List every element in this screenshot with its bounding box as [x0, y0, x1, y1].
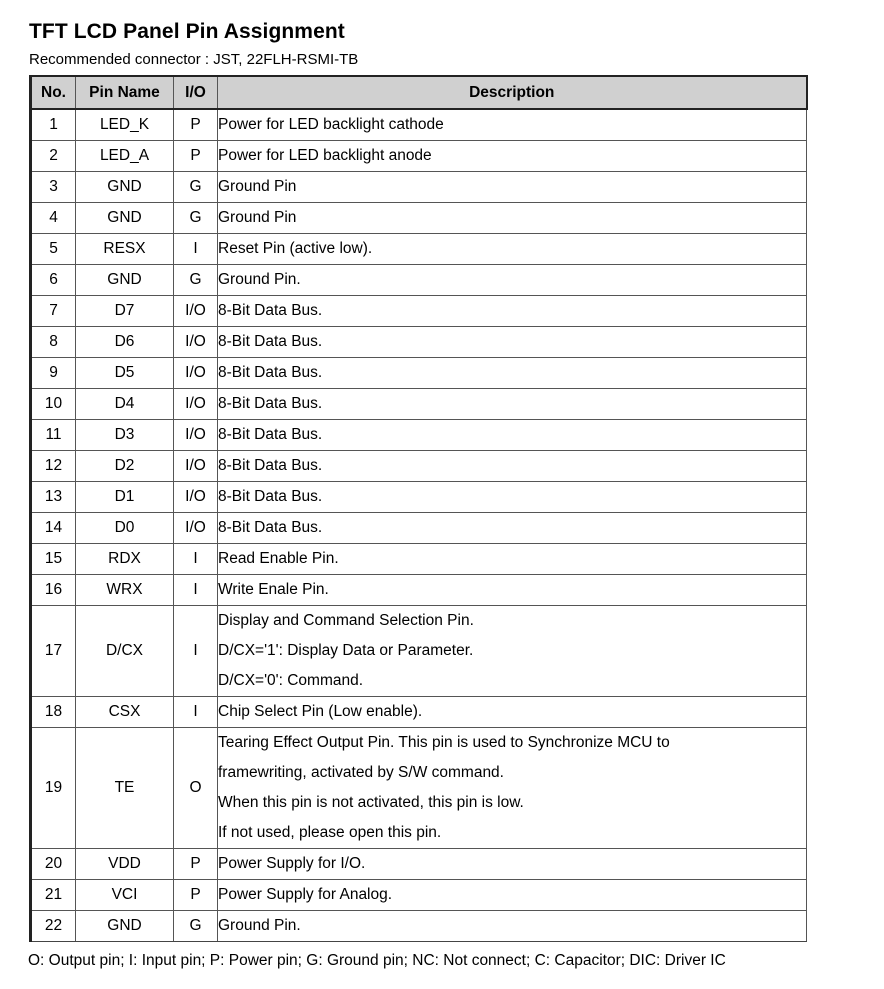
- description-line: Ground Pin.: [218, 917, 301, 934]
- pin-number-cell: 17: [31, 606, 76, 697]
- pin-assignment-table: [29, 75, 808, 942]
- table-row: [31, 172, 807, 203]
- pin-io-cell: I: [174, 544, 218, 575]
- column-header-pin-name: Pin Name: [76, 76, 174, 109]
- pin-number-cell: 16: [31, 575, 76, 606]
- pin-io-cell: I/O: [174, 358, 218, 389]
- description-line: 8-Bit Data Bus.: [218, 519, 323, 536]
- description-line: Power Supply for Analog.: [218, 886, 393, 903]
- pin-description-cell: [218, 420, 807, 451]
- pin-io-cell: I: [174, 575, 218, 606]
- pin-number-cell: 22: [31, 911, 76, 942]
- pin-number-cell: 11: [31, 420, 76, 451]
- pin-io-cell: P: [174, 849, 218, 880]
- pin-io-cell: I/O: [174, 296, 218, 327]
- pin-io-cell: I/O: [174, 482, 218, 513]
- table-row: [31, 513, 807, 544]
- pin-number-cell: 15: [31, 544, 76, 575]
- column-header-description: Description: [218, 76, 807, 109]
- description-line: Power for LED backlight cathode: [218, 116, 444, 133]
- pin-description-cell: [218, 203, 807, 234]
- pin-io-cell: I/O: [174, 420, 218, 451]
- pin-description-cell: [218, 606, 807, 697]
- description-line: Read Enable Pin.: [218, 550, 339, 567]
- pin-io-cell: G: [174, 172, 218, 203]
- table-row: [31, 911, 807, 942]
- pin-io-cell: I/O: [174, 327, 218, 358]
- pin-io-cell: I/O: [174, 451, 218, 482]
- pin-number-cell: 8: [31, 327, 76, 358]
- table-header: [31, 76, 807, 109]
- pin-io-cell: I/O: [174, 513, 218, 544]
- pin-name-cell: D/CX: [76, 606, 174, 697]
- pin-name-cell: VCI: [76, 880, 174, 911]
- pin-io-cell: I: [174, 697, 218, 728]
- pin-name-cell: D6: [76, 327, 174, 358]
- pin-description-cell: [218, 575, 807, 606]
- pin-number-cell: 4: [31, 203, 76, 234]
- description-line: Chip Select Pin (Low enable).: [218, 703, 423, 720]
- pin-io-cell: P: [174, 880, 218, 911]
- table-row: [31, 728, 807, 849]
- description-line: Ground Pin: [218, 209, 297, 226]
- table-row: [31, 451, 807, 482]
- pin-description-cell: [218, 880, 807, 911]
- pin-number-cell: 5: [31, 234, 76, 265]
- legend-footnote: O: Output pin; I: Input pin; P: Power pin; G: Ground pin; NC: Not connect; C: Capacitor; DIC: Driver IC: [28, 952, 726, 969]
- pin-description-cell: [218, 296, 807, 327]
- description-line: 8-Bit Data Bus.: [218, 333, 323, 350]
- description-line: 8-Bit Data Bus.: [218, 302, 323, 319]
- table-row: [31, 296, 807, 327]
- pin-io-cell: G: [174, 265, 218, 296]
- pin-name-cell: GND: [76, 172, 174, 203]
- pin-number-cell: 19: [31, 728, 76, 849]
- pin-description-cell: [218, 451, 807, 482]
- page-title: TFT LCD Panel Pin Assignment: [29, 20, 345, 43]
- pin-number-cell: 10: [31, 389, 76, 420]
- pin-name-cell: CSX: [76, 697, 174, 728]
- pin-number-cell: 3: [31, 172, 76, 203]
- pin-description-cell: [218, 358, 807, 389]
- pin-description-cell: [218, 327, 807, 358]
- pin-io-cell: G: [174, 203, 218, 234]
- pin-number-cell: 13: [31, 482, 76, 513]
- pin-description-cell: [218, 234, 807, 265]
- description-line: 8-Bit Data Bus.: [218, 395, 323, 412]
- pin-description-cell: [218, 482, 807, 513]
- description-line: framewriting, activated by S/W command.: [218, 764, 504, 781]
- pin-description-cell: [218, 911, 807, 942]
- pin-io-cell: I/O: [174, 389, 218, 420]
- description-line: Tearing Effect Output Pin. This pin is used to Synchronize MCU to: [218, 734, 670, 751]
- pin-name-cell: D0: [76, 513, 174, 544]
- pin-name-cell: D1: [76, 482, 174, 513]
- pin-description-cell: [218, 265, 807, 296]
- table-body: [31, 109, 807, 942]
- table-row: [31, 544, 807, 575]
- connector-subtitle: Recommended connector : JST, 22FLH-RSMI-TB: [29, 51, 359, 68]
- description-line: 8-Bit Data Bus.: [218, 488, 323, 505]
- pin-description-cell: [218, 544, 807, 575]
- table-row: [31, 880, 807, 911]
- column-header-io: I/O: [174, 76, 218, 109]
- pin-number-cell: 21: [31, 880, 76, 911]
- pin-name-cell: D2: [76, 451, 174, 482]
- pin-name-cell: RESX: [76, 234, 174, 265]
- description-line: D/CX='1': Display Data or Parameter.: [218, 642, 474, 659]
- pin-description-cell: [218, 109, 807, 141]
- description-line: Write Enale Pin.: [218, 581, 329, 598]
- pin-io-cell: G: [174, 911, 218, 942]
- description-line: Ground Pin: [218, 178, 297, 195]
- description-line: 8-Bit Data Bus.: [218, 364, 323, 381]
- pin-description-cell: [218, 513, 807, 544]
- pin-description-cell: [218, 728, 807, 849]
- pin-name-cell: VDD: [76, 849, 174, 880]
- pin-name-cell: D7: [76, 296, 174, 327]
- table-row: [31, 265, 807, 296]
- description-line: Power for LED backlight anode: [218, 147, 432, 164]
- table-row: [31, 482, 807, 513]
- description-line: Ground Pin.: [218, 271, 301, 288]
- table-row: [31, 606, 807, 697]
- table-row: [31, 420, 807, 451]
- pin-number-cell: 2: [31, 141, 76, 172]
- description-line: 8-Bit Data Bus.: [218, 426, 323, 443]
- pin-io-cell: P: [174, 109, 218, 141]
- header-row: [31, 76, 807, 109]
- description-line: Display and Command Selection Pin.: [218, 612, 474, 629]
- pin-number-cell: 20: [31, 849, 76, 880]
- description-line: When this pin is not activated, this pin is low.: [218, 794, 524, 811]
- pin-name-cell: TE: [76, 728, 174, 849]
- column-header-no: No.: [31, 76, 76, 109]
- table-row: [31, 358, 807, 389]
- table-row: [31, 234, 807, 265]
- table-row: [31, 327, 807, 358]
- pin-number-cell: 14: [31, 513, 76, 544]
- table-row: [31, 575, 807, 606]
- table-row: [31, 389, 807, 420]
- pin-number-cell: 18: [31, 697, 76, 728]
- pin-description-cell: [218, 172, 807, 203]
- pin-number-cell: 7: [31, 296, 76, 327]
- pin-name-cell: D5: [76, 358, 174, 389]
- pin-number-cell: 9: [31, 358, 76, 389]
- pin-name-cell: GND: [76, 265, 174, 296]
- pin-name-cell: WRX: [76, 575, 174, 606]
- description-line: Power Supply for I/O.: [218, 855, 366, 872]
- pin-name-cell: D4: [76, 389, 174, 420]
- description-line: Reset Pin (active low).: [218, 240, 373, 257]
- pin-description-cell: [218, 141, 807, 172]
- table-row: [31, 141, 807, 172]
- table-row: [31, 109, 807, 141]
- pin-io-cell: O: [174, 728, 218, 849]
- description-line: D/CX='0': Command.: [218, 672, 364, 689]
- pin-name-cell: D3: [76, 420, 174, 451]
- table-row: [31, 697, 807, 728]
- description-line: If not used, please open this pin.: [218, 824, 442, 841]
- document-page: [29, 18, 819, 971]
- pin-description-cell: [218, 849, 807, 880]
- pin-io-cell: I: [174, 234, 218, 265]
- pin-name-cell: LED_A: [76, 141, 174, 172]
- pin-io-cell: P: [174, 141, 218, 172]
- pin-number-cell: 1: [31, 109, 76, 141]
- pin-name-cell: GND: [76, 203, 174, 234]
- pin-name-cell: LED_K: [76, 109, 174, 141]
- table-row: [31, 849, 807, 880]
- description-line: 8-Bit Data Bus.: [218, 457, 323, 474]
- table-row: [31, 203, 807, 234]
- pin-name-cell: GND: [76, 911, 174, 942]
- pin-name-cell: RDX: [76, 544, 174, 575]
- pin-description-cell: [218, 697, 807, 728]
- pin-description-cell: [218, 389, 807, 420]
- pin-io-cell: I: [174, 606, 218, 697]
- pin-number-cell: 6: [31, 265, 76, 296]
- pin-number-cell: 12: [31, 451, 76, 482]
